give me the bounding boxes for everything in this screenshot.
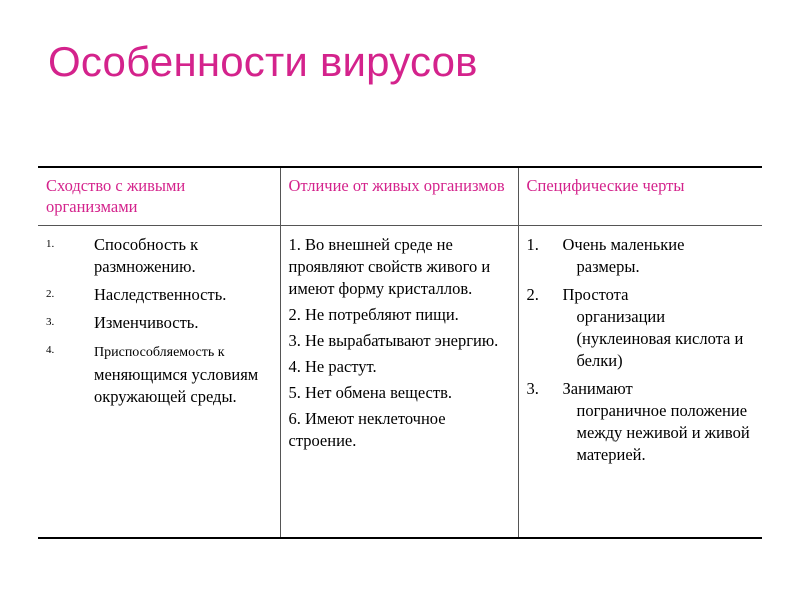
table-body-row <box>38 226 762 539</box>
list-text-continued: пограничное положение между неживой и живой материей. <box>576 401 750 464</box>
list-text-small: Приспособляемость к <box>94 345 225 360</box>
list-number: 2. <box>46 288 55 300</box>
difference-item: 1. Во внешней среде не проявляют свойств живого и имеют форму кристаллов. <box>288 235 491 298</box>
header-specific: Специфические черты <box>518 167 762 226</box>
difference-item: 2. Не потребляют пищи. <box>288 305 459 324</box>
difference-item: 5. Нет обмена веществ. <box>288 383 453 402</box>
list-item <box>46 284 272 306</box>
list-text-continued: организации (нуклеиновая кислота и белки) <box>576 307 744 370</box>
list-text: меняющимся условиям окружающей среды. <box>94 365 259 406</box>
list-item <box>527 284 755 372</box>
list-text-continued: размеры. <box>576 257 640 276</box>
list-item <box>46 234 272 278</box>
list-number: 3. <box>46 316 55 328</box>
list-text: Простота <box>562 285 629 304</box>
list-number: 1. <box>46 238 55 250</box>
header-similarities: Сходство с живыми организмами <box>38 167 280 226</box>
list-item <box>46 340 272 408</box>
virus-features-table <box>38 166 762 539</box>
similarities-list <box>46 234 272 408</box>
specific-list <box>527 234 755 466</box>
list-item <box>527 378 755 466</box>
list-text: Очень маленькие <box>562 235 685 254</box>
list-item <box>46 312 272 334</box>
similarities-cell <box>38 226 280 539</box>
difference-item: 3. Не вырабатывают энергию. <box>288 331 499 350</box>
list-number: 3. <box>526 379 539 398</box>
list-item <box>527 234 755 278</box>
list-text: Занимают <box>562 379 633 398</box>
list-text: Способность к размножению. <box>94 235 199 276</box>
list-text: Изменчивость. <box>94 313 199 332</box>
list-number: 4. <box>46 344 55 356</box>
list-number: 2. <box>526 285 539 304</box>
slide-title: Особенности вирусов <box>48 38 478 85</box>
differences-cell <box>280 226 518 539</box>
difference-item: 4. Не растут. <box>288 357 377 376</box>
header-differences: Отличие от живых организмов <box>280 167 518 226</box>
list-text: Наследственность. <box>94 285 227 304</box>
table-header-row <box>38 167 762 226</box>
specific-cell <box>518 226 762 539</box>
difference-item: 6. Имеют неклеточное строение. <box>288 409 446 450</box>
list-number: 1. <box>526 235 539 254</box>
